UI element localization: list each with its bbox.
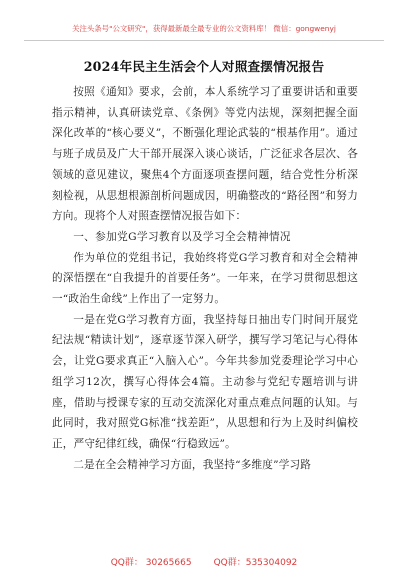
footer-qq-group-2: QQ群：535304092 <box>213 558 298 568</box>
body-paragraph: 作为单位的党组书记，我始终将党G学习教育和对全会精神的深悟摆在“自我提升的首要任务”。一年来，在学习贯彻思想这一“政治生命线”上作出了一定努力。 <box>52 251 358 306</box>
footer-contact <box>0 555 408 568</box>
header-banner: 关注头条号"公文研究"，获得最新最全最专业的公文资料库！ 微信：gongwenyj <box>72 24 336 33</box>
document-title: 2024年民主生活会个人对照查摆情况报告 <box>83 59 325 74</box>
section-heading: 一、参加党G学习教育以及学习全会精神情况 <box>73 230 291 243</box>
body-paragraph: 二是在全会精神学习方面，我坚持“多维度”学习路 <box>73 458 312 471</box>
footer-qq-group-1: QQ群： 30265665 <box>110 558 192 568</box>
document-body <box>52 82 358 475</box>
header-divider <box>24 40 384 41</box>
body-paragraph-intro: 按照《通知》要求，会前，本人系统学习了重要讲话和重要指示精神，认真研读党章、《条例》等党内法规，深刻把握全面深化改革的“核心要义”，不断强化理论武装的“根基作用”。通过与班子成员及广大干部开展深入谈心谈话，广泛征求各层次、各领域的意见建议，聚焦4个方面逐项查摆问题，结合党性分析深刻检视，从思想根源剖析问题成因，明确整改的“路径图”和努力方向。现将个人对照查摆情况报告如下： <box>52 86 358 223</box>
body-paragraph: 一是在党G学习教育方面，我坚持每日抽出专门时间开展党纪法规“精读计划”，逐章逐节深入研学，撰写学习笔记与心得体会，让党G要求真正“入脑入心”。今年共参加党委理论学习中心组学习12次，撰写心得体会4篇。主动参与党纪专题培训与讲座，借助与授课专家的互动交流深化对重点难点问题的认知。与此同时，我对照党G标准“找差距”，从思想和行为上及时纠偏校正，严守纪律红线，确保“行稳致远”。 <box>52 313 358 450</box>
